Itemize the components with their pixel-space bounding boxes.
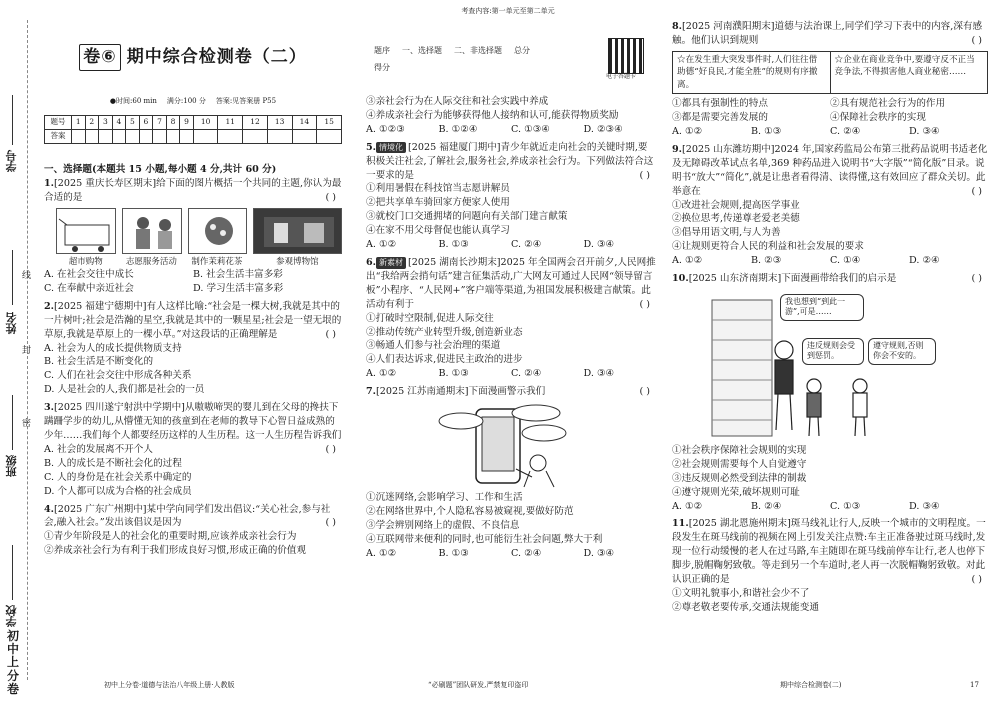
badge: 新素材 [376, 257, 406, 269]
answer-cell[interactable] [85, 130, 99, 144]
school-blank[interactable] [12, 545, 13, 600]
statement: ④让规则更符合人民的利益和社会发展的要求 [672, 241, 864, 253]
statement: ③违反规则必然受到法律的制裁 [672, 472, 807, 484]
question-11: 11.[2025 湖北恩施州期末]斑马线礼让行人,反映一个城市的文明程度。一段发生在斑马线前的视频在网上引发关注点赞:车主正准备驶过斑马线时,发现一位行动缓慢的老人在过马路,车主随即在斑马线前停车让行,老人也停下脚步,脱帽鞠躬致敬。等走到另一个车道时,老人再一次脱帽鞠躬致敬。对此认识正确的是 ( ) ①文明礼貌事小,和谐社会少不了 ②尊老敬老要传承,交通法规能变通 [672, 517, 988, 614]
student-id-blank[interactable] [12, 95, 13, 145]
option[interactable]: A. 社会的发展离不开个人 [44, 443, 153, 455]
answer-grid-number: 7 [153, 116, 167, 130]
statement: ④在家不用父母督促也能认真学习 [366, 225, 510, 237]
photo-image [56, 208, 116, 254]
answer-grid-header: 题号 [45, 116, 72, 130]
question-6-options[interactable]: A. ①② B. ①③ C. ②④ D. ③④ [366, 368, 615, 380]
statement: ④养成亲社会行为能够获得他人接纳和认可,能获得物质奖励 [366, 109, 619, 121]
cartoon-image [672, 290, 988, 440]
answer-cell[interactable] [180, 130, 194, 144]
cut-mark: 封 [22, 346, 32, 356]
answer-grid-number: 9 [180, 116, 194, 130]
question-4-options[interactable]: A. ①②③ B. ①②④ C. ①③④ D. ②③④ [366, 123, 623, 135]
statement: ②养成亲社会行为有利于我们形成良好习惯,形成正确的价值观 [44, 545, 307, 557]
column-left [44, 0, 342, 708]
cut-mark: 密 [22, 419, 32, 429]
title-tag: 卷⑥ [79, 44, 120, 71]
answer-cell[interactable] [126, 130, 140, 144]
exam-meta: ●时间:60 min 满分:100 分 答案:见答案册 P55 [109, 97, 277, 105]
answer-cell[interactable] [243, 130, 268, 144]
statement: ①社会秩序保障社会规则的实现 [672, 444, 807, 456]
option[interactable]: C. 人们在社会交往中形成各种关系 [44, 370, 192, 382]
statement: ③就校门口交通拥堵的问题向有关部门建言献策 [366, 211, 568, 223]
answer-cell[interactable] [139, 130, 153, 144]
statement: ②推动传统产业转型升级,创造新业态 [366, 326, 523, 338]
question-1-captions: 超市购物 志愿服务活动 制作茉莉花茶 参观博物馆 [68, 256, 319, 267]
answer-grid [44, 115, 342, 144]
left-body [44, 163, 342, 558]
photo-image [188, 208, 248, 254]
class-blank[interactable] [12, 395, 13, 450]
question-8-options[interactable]: A. ①② B. ①③ C. ②④ D. ③④ [672, 125, 940, 137]
qr-code-icon[interactable] [608, 38, 644, 74]
question-3: 3.[2025 四川遂宁射洪中学期中]从嗷嗷啼哭的婴儿到在父母的搀扶下蹒跚学步的幼儿,从懵懂无知的孩童到在老师的教导下心智日益成熟的少年……我们每个人都要经历这样的人生历程。这一人生历程告诉我们 ( ) A. 社会的发展离不开个人 B. 人的成长是不断社会化的过程 C. 人的身份是在社会关系中确定的 D. 个人都可以成为合格的社会成员 [44, 402, 342, 497]
question-7: 7.[2025 江苏南通期末]下面漫画警示我们 ( ) ①沉迷网络,会影响学习、工作和生活 ②在网络世界中,个人隐私容易被窥视,要做好防范 ③学会辨别网络上的虚假、不良信息 ④互联网带来便利的同时,也可能衍生社会问题,弊大于利 A. ①② B. ①③ C. ②④ D. ③④ [366, 385, 656, 560]
question-8: 8.[2025 河南濮阳期末]道德与法治课上,同学们学习下表中的内容,深有感触。他们认识到规则 ( ) ☆在发生重大突发事件时,人们往往借助德“好良民,才能全胜”的规则有序撤离。 ☆企业在商业竞争中,要遵守反不正当竞争法,不得损害他人商业秘密…… ①都具有强制性的特点 ②具有规范社会行为的作用 ③都是需要完善发展的 ④保障社会秩序的实现 A. ①② B. ①③ C. ②④ D. ③④ [672, 20, 988, 139]
question-10-options[interactable]: A. ①② B. ②④ C. ①③ D. ③④ [672, 500, 940, 512]
statement: ②尊老敬老要传承,交通法规能变通 [672, 601, 819, 613]
column-right [672, 0, 988, 708]
statement: ②在网络世界中,个人隐私容易被窥视,要做好防范 [366, 505, 574, 517]
option[interactable]: C. 人的身份是在社会关系中确定的 [44, 471, 192, 483]
question-2: 2.[2025 福建宁德期中]有人这样比喻:“社会是一棵大树,我就是其中的一片树叶;社会是浩瀚的星空,我就是其中的一颗星星;社会是一望无垠的草原,我就是草原上的一棵小草。”对这段话的正确理解是 ( ) A. 社会为人的成长提供物质支持 B. 社会生活是不断变化的 C. 人们在社会交往中形成各种关系 D. 人是社会的人,我们都是社会的一员 [44, 300, 342, 396]
question-1-photos [56, 208, 342, 254]
footer-left: 初中上分卷·道德与法治八年级上册·人教版 [104, 681, 235, 689]
class-label: 班级 [5, 455, 18, 477]
answer-grid-number: 15 [317, 116, 342, 130]
exam-scope: 考查内容:第一单元至第二单元 [461, 7, 555, 15]
answer-cell[interactable] [292, 130, 317, 144]
speech-bubble: 违反规则会受到惩罚。 [802, 338, 864, 365]
speech-bubble: 遵守规则,否则你会不安的。 [868, 338, 936, 365]
name-label: 姓名 [5, 312, 18, 334]
answer-cell[interactable] [153, 130, 167, 144]
answer-grid-number: 8 [166, 116, 180, 130]
statement: ①利用暑假在科技馆当志愿讲解员 [366, 183, 510, 195]
statement: ①文明礼貌事小,和谐社会少不了 [672, 588, 810, 600]
statement: ③学会辨别网络上的虚假、不良信息 [366, 519, 520, 531]
statement: ④人们表达诉求,促进民主政治的进步 [366, 354, 523, 366]
option[interactable]: B. 社会生活是不断变化的 [44, 356, 154, 368]
statement: ③亲社会行为在人际交往和社会实践中养成 [366, 96, 549, 107]
answer-cell[interactable] [193, 130, 218, 144]
statement: ①打破时空限制,促进人际交往 [366, 312, 494, 324]
option[interactable]: D. 个人都可以成为合格的社会成员 [44, 485, 192, 497]
question-7-options[interactable]: A. ①② B. ①③ C. ②④ D. ③④ [366, 547, 615, 559]
cartoon-image [366, 399, 656, 491]
question-1-options[interactable]: A. 在社会交往中成长 B. 社会生活丰富多彩 C. 在奉献中亲近社会 D. 学习生活丰富多彩 [44, 269, 284, 294]
question-8-statements: ①都具有强制性的特点 ②具有规范社会行为的作用 ③都是需要完善发展的 ④保障社会秩序的实现 [672, 98, 946, 124]
rule-table: ☆在发生重大突发事件时,人们往往借助德“好良民,才能全胜”的规则有序撤离。 ☆企业在商业竞争中,要遵守反不正当竞争法,不得损害他人商业秘密…… [672, 51, 988, 94]
option[interactable]: B. 人的成长是不断社会化的过程 [44, 457, 182, 469]
footer-middle: “必刷题”团队研发,严禁复印盗印 [428, 681, 529, 689]
page-number: 17 [970, 681, 979, 689]
statement: ②社会规则需要每个人自觉遵守 [672, 458, 807, 470]
statement: ①沉迷网络,会影响学习、工作和生活 [366, 492, 523, 504]
photo-image [122, 208, 182, 254]
score-table: 题序 一、选择题 二、非选择题 总分 得分 [374, 45, 530, 72]
statement: ④互联网带来便利的同时,也可能衍生社会问题,弊大于利 [366, 533, 603, 545]
answer-grid-number: 6 [139, 116, 153, 130]
statement: ②把共享单车骑回家方便家人使用 [366, 197, 510, 209]
binding-strip [0, 0, 40, 708]
answer-grid-header: 答案 [45, 130, 72, 144]
photo-image [253, 208, 342, 254]
option[interactable]: D. 人是社会的人,我们都是社会的一员 [44, 384, 205, 396]
exam-title: 卷⑥ 期中综合检测卷（二） [44, 44, 342, 71]
right-body [672, 20, 988, 615]
cut-mark: 线 [22, 271, 32, 281]
section-heading: 一、选择题(本题共 15 小题,每小题 4 分,共计 60 分) [44, 164, 277, 175]
brand-logo: 初中 上分卷 [6, 629, 19, 696]
question-4: 4.[2025 广东广州期中]某中学向同学们发出倡议:“关心社会,参与社会,融入社会。”发出该倡议是因为 ( ) ①青少年阶段是人的社会化的重要时期,应该养成亲社会行为 ②养成亲社会行为有利于我们形成良好习惯,形成正确的价值观 [44, 503, 342, 559]
school-label: 学校 [5, 605, 18, 627]
answer-grid-number: 10 [193, 116, 218, 130]
answer-cell[interactable] [72, 130, 86, 144]
qr-label: 电子答题卡 [606, 73, 637, 80]
answer-cell[interactable] [317, 130, 342, 144]
statement: ①改进社会规则,提高医学事业 [672, 199, 800, 211]
answer-cell[interactable] [99, 130, 113, 144]
question-10: 10.[2025 山东济南期末]下面漫画带给我们的启示是 ( ) 我也想到“到此一游”,可是…… 违反规则会受到惩罚。 遵守规则,否则你会不安的。 ①社会秩序保障社会规则的实现 ②社会规则需要每个人自觉遵守 ③违反规则必然受到法律的制裁 ④遵守规则光荣,破坏规则可耻 A. ①② B. ②④ C. ①③ D. ③④ [672, 272, 988, 513]
answer-grid-number: 3 [99, 116, 113, 130]
statement: ③倡导用语文明,与人为善 [672, 227, 781, 239]
footer-right: 期中综合检测卷(二) [780, 681, 842, 689]
answer-cell[interactable] [267, 130, 292, 144]
statement: ②换位思考,传递尊老爱老美德 [672, 213, 800, 225]
speech-bubble: 我也想到“到此一游”,可是…… [780, 294, 864, 321]
answer-grid-number: 4 [112, 116, 126, 130]
question-5-options[interactable]: A. ①② B. ①③ C. ②④ D. ③④ [366, 239, 615, 251]
question-6: 6. 新素材 [2025 湖南长沙期末]2025 年全国两会召开前夕,人民网推出“我给两会捎句话”建言征集活动,广大网友可通过人民网“领导留言板”小程序、“人民网+”客户端等渠道,为祖国发展积极建言献策。此活动有利于 ( ) ①打破时空限制,促进人际交往 ②推动传统产业转型升级,创造新业态 ③畅通人们参与社会治理的渠道 ④人们表达诉求,促进民主政治的进步 A. ①② B. ①③ C. ②④ D. ③④ [366, 256, 656, 380]
statement: ①青少年阶段是人的社会化的重要时期,应该养成亲社会行为 [44, 531, 297, 543]
question-9: 9.[2025 山东潍坊期中]2024 年,国家药监局公布第三批药品说明书适老化及无障碍改革试点名单,369 种药品进入说明书“大字版”“简化版”目录。说明书“放大”“简化”,就是让患者看得清、读得懂,这有效回应了群众关切。此举意在 ( ) ①改进社会规则,提高医学事业 ②换位思考,传递尊老爱老美德 ③倡导用语文明,与人为善 ④让规则更符合人民的利益和社会发展的要求 A. ①② B. ②③ C. ①④ D. ②④ [672, 143, 988, 267]
question-5: 5. 情境化 [2025 福建厦门期中]青少年就近走向社会的关键时期,要积极关注社会,了解社会,服务社会,养成亲社会行为。下列做法符合这一要求的是 ( ) ①利用暑假在科技馆当志愿讲解员 ②把共享单车骑回家方便家人使用 ③就校门口交通拥堵的问题向有关部门建言献策 ④在家不用父母督促也能认真学习 A. ①② B. ①③ C. ②④ D. ③④ [366, 141, 656, 252]
answer-grid-number: 1 [72, 116, 86, 130]
statement: ④遵守规则光荣,破坏规则可耻 [672, 486, 800, 498]
answer-cell[interactable] [112, 130, 126, 144]
answer-grid-number: 5 [126, 116, 140, 130]
answer-cell[interactable] [166, 130, 180, 144]
answer-grid-number: 12 [243, 116, 268, 130]
name-blank[interactable] [12, 250, 13, 305]
answer-cell[interactable] [218, 130, 243, 144]
question-9-options[interactable]: A. ①② B. ②③ C. ①④ D. ②④ [672, 255, 940, 267]
answer-grid-number: 14 [292, 116, 317, 130]
option[interactable]: A. 社会为人的成长提供物质支持 [44, 342, 182, 354]
student-id-label: 学号 [5, 150, 18, 172]
answer-grid-number: 13 [267, 116, 292, 130]
question-1: 1.[2025 重庆长寿区期末]给下面的图片概括一个共同的主题,你认为最合适的是 ( ) 超市购物 志愿服务活动 制作茉莉花茶 参观博物馆 A. 在社会交往中成长 B. 社会生活丰富多彩 C. 在奉献中亲近社会 D. 学习生活丰富多彩 [44, 177, 342, 294]
column-middle [358, 0, 658, 708]
badge: 情境化 [376, 142, 406, 154]
statement: ③畅通人们参与社会治理的渠道 [366, 340, 501, 352]
answer-grid-number: 2 [85, 116, 99, 130]
middle-body [366, 95, 656, 561]
answer-grid-number: 11 [218, 116, 243, 130]
